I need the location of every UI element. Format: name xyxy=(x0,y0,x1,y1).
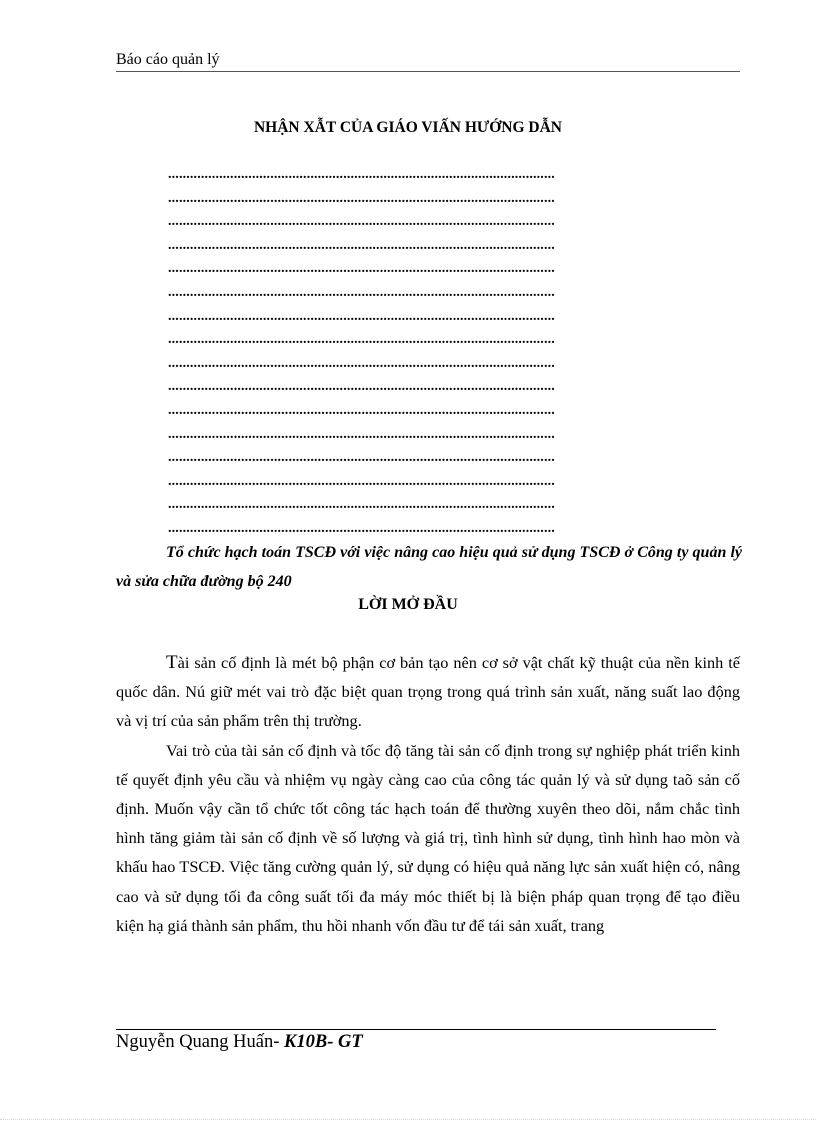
dot-line: .......................................................................................................... xyxy=(168,284,555,300)
dot-line: .......................................................................................................... xyxy=(168,473,555,489)
dot-line: .......................................................................................................... xyxy=(168,355,555,371)
dot-line: .......................................................................................................... xyxy=(168,402,555,418)
dot-line: .......................................................................................................... xyxy=(168,261,555,277)
first-letter: T xyxy=(166,652,178,673)
intro-paragraph xyxy=(116,648,740,736)
paragraph-text: Vai trò của tài sản cố định và tốc độ tăng tài sản cố định trong sự nghiệp phát triển kinh tế quyết định yêu cầu và nhiệm vụ ngày càng cao của công tác quản lý và sử dụng taõ sản cố định. Muốn vậy cần tổ chức tốt công tác hạch toán để thường xuyên theo dõi, nắm chắc tình hình tăng giảm tài sản cố định về số lượng và giá trị, tình hình sử dụng, tình hình hao mòn và khấu hao TSCĐ. Việc tăng cường quản lý, sử dụng có hiệu quả năng lực sản xuất hiện có, nâng cao và sử dụng tối đa công suất tối đa máy móc thiết bị là biện pháp quan trọng để tạo điều kiện hạ giá thành sản phẩm, thu hồi nhanh vốn đầu tư để tái sản xuất, trang xyxy=(116,740,740,935)
footer-rule xyxy=(116,1029,716,1030)
dot-line: .......................................................................................................... xyxy=(168,332,555,348)
comment-section-title: NHẬN XẪT CỦA GIÁO VIẤN HƯỚNG DẪN xyxy=(253,119,562,136)
page-edge-divider xyxy=(0,1119,816,1120)
dot-line: .......................................................................................................... xyxy=(168,190,555,206)
dot-line: .......................................................................................................... xyxy=(168,308,555,324)
dot-line: .......................................................................................................... xyxy=(168,214,555,230)
header-rule xyxy=(116,71,740,72)
dot-line: .......................................................................................................... xyxy=(168,450,555,466)
page-header: Báo cáo quản lý xyxy=(116,51,220,68)
footer-class-code: K10B- GT xyxy=(284,1032,363,1052)
dot-line: .......................................................................................................... xyxy=(168,497,555,513)
dot-line: .......................................................................................................... xyxy=(168,167,555,182)
dot-line: .......................................................................................................... xyxy=(168,237,555,253)
dot-line: .......................................................................................................... xyxy=(168,379,555,395)
footer-author: Nguyễn Quang Huấn xyxy=(116,1032,274,1052)
comment-dot-lines xyxy=(168,163,718,541)
intro-title: LỜI MỞ ĐẦU xyxy=(358,596,458,613)
footer-separator: - xyxy=(273,1032,285,1052)
page-footer xyxy=(116,1032,363,1053)
intro-body xyxy=(116,648,740,940)
intro-paragraph xyxy=(116,736,740,940)
dot-line: .......................................................................................................... xyxy=(168,520,555,536)
report-topic: Tổ chức hạch toán TSCĐ với việc nâng cao hiệu quả sử dụng TSCĐ ở Công ty quản lý và sửa chữa đường bộ 240 xyxy=(116,544,742,590)
paragraph-text: ài sản cố định là mét bộ phận cơ bản tạo nên cơ sở vật chất kỹ thuật của nền kinh tế quốc dân. Nú giữ mét vai trò đặc biệt quan trọng trong quá trình sản xuất, năng suất lao động và vị trí của sản phẩm trên thị trường. xyxy=(116,653,740,731)
dot-line: .......................................................................................................... xyxy=(168,426,555,442)
